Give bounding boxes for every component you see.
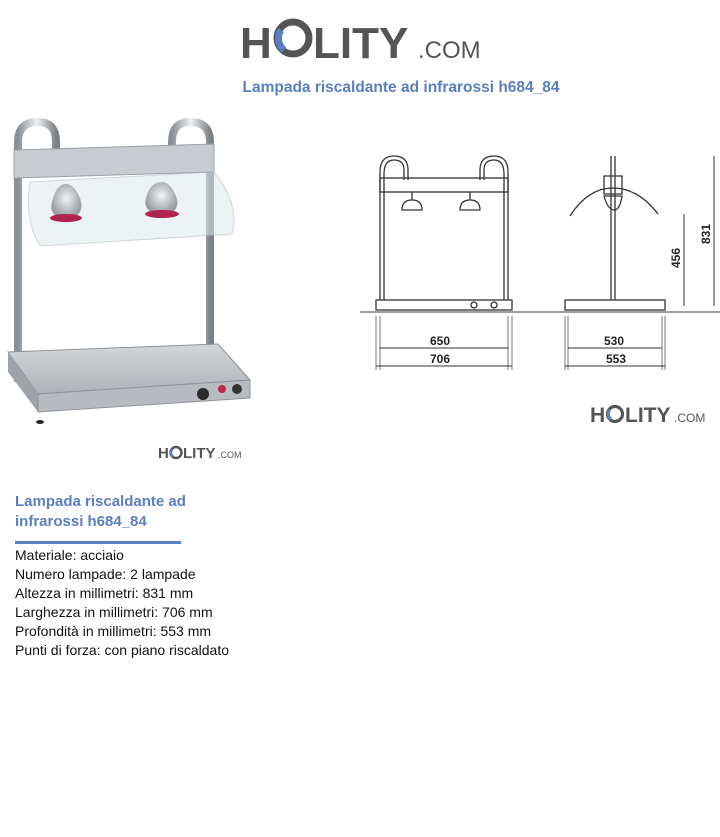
brand-logo-drawing-lity: LITY (625, 404, 671, 427)
product-photo (0, 112, 262, 430)
dimension-lamp-height: 456 (669, 247, 683, 268)
spec-highlights: Punti di forza: con piano riscaldato (15, 642, 230, 658)
brand-logo (240, 16, 485, 70)
dimension-total-height: 831 (699, 223, 713, 244)
brand-logo-small (158, 444, 242, 462)
title-divider (15, 541, 181, 544)
spec-material: Materiale: acciaio (15, 547, 124, 563)
brand-logo-drawing (590, 402, 708, 428)
spec-height: Altezza in millimetri: 831 mm (15, 585, 194, 601)
brand-logo-h: H (240, 19, 272, 68)
dimension-side-outer: 553 (606, 352, 627, 366)
logo-ring-icon (608, 407, 623, 422)
dimension-side-inner: 530 (604, 334, 625, 348)
side-view-frame (611, 156, 615, 300)
dimension-front-inner: 650 (430, 334, 451, 348)
technical-drawing (358, 148, 720, 378)
brand-logo-suffix: .COM (418, 37, 481, 64)
page-title: Lampada riscaldante ad infrarossi h684_84 (242, 79, 560, 96)
logo-ring-icon (171, 447, 182, 458)
brand-logo-drawing-h: H (590, 404, 606, 427)
logo-ring-icon (277, 22, 309, 54)
spec-list (15, 546, 229, 660)
brand-logo-lity: LITY (313, 19, 409, 68)
brand-logo-small-lity: LITY (183, 445, 216, 462)
spec-lamp-count: Numero lampade: 2 lampade (15, 566, 196, 582)
spec-depth: Profondità in millimetri: 553 mm (15, 623, 212, 639)
product-title: Lampada riscaldante ad infrarossi h684_84 (15, 493, 186, 530)
dimension-front-outer: 706 (430, 352, 451, 366)
brand-logo-small-h: H (158, 445, 169, 462)
spec-width: Larghezza in millimetri: 706 mm (15, 604, 213, 620)
brand-logo-small-suffix: .COM (218, 450, 242, 460)
brand-logo-drawing-suffix: .COM (674, 411, 706, 425)
